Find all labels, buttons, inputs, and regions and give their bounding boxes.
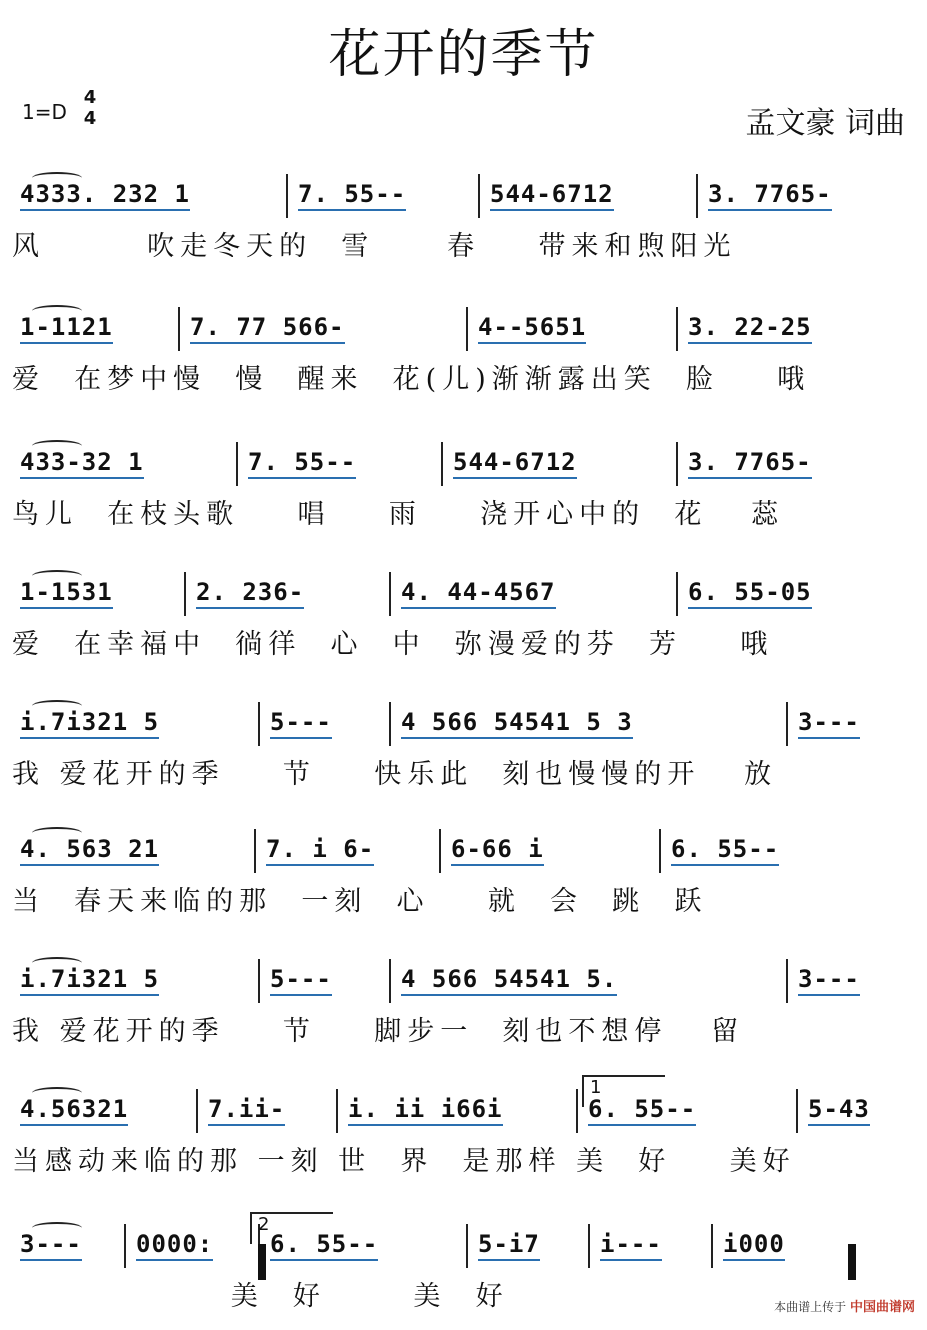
lyrics-line: 爱 在幸福中 徜徉 心 中 弥漫爱的芬 芳 哦 bbox=[12, 629, 774, 660]
meter-top: 4 bbox=[83, 87, 97, 108]
measure-notes: i--- bbox=[600, 1230, 662, 1261]
lyrics-line: 当感动来临的那 一刻 世 界 是那样 美 好 美好 bbox=[12, 1146, 796, 1177]
measure-notes: i. ii i66i bbox=[348, 1095, 503, 1126]
footer-text: 本曲谱上传于 bbox=[774, 1300, 847, 1314]
measure-notes: 4. 563 21 bbox=[20, 835, 159, 866]
slur-mark bbox=[32, 1222, 82, 1234]
measure bbox=[200, 1095, 340, 1129]
bar-line bbox=[786, 702, 788, 746]
slur-mark bbox=[32, 440, 82, 452]
measure bbox=[680, 313, 915, 347]
lyrics-line: 爱 在梦中慢 慢 醒来 花(儿)渐渐露出笑 脸 哦 bbox=[12, 364, 811, 395]
measure-notes: 4.56321 bbox=[20, 1095, 128, 1126]
measure bbox=[262, 708, 393, 742]
measure-notes: 6-66 i bbox=[451, 835, 544, 866]
measure-notes: 1-1121 bbox=[20, 313, 113, 344]
measure-notes: 5-43 bbox=[808, 1095, 870, 1126]
measure-notes: 4 566 54541 5 3 bbox=[401, 708, 633, 739]
score-row bbox=[0, 955, 927, 1065]
bar-line bbox=[336, 1089, 338, 1133]
measure-notes: 7. i 6- bbox=[266, 835, 374, 866]
measure bbox=[680, 578, 915, 612]
measure bbox=[12, 448, 240, 482]
measure bbox=[128, 1230, 262, 1264]
measure-notes: 1-1531 bbox=[20, 578, 113, 609]
notes-line bbox=[0, 1085, 927, 1131]
slur-mark bbox=[32, 827, 82, 839]
measure bbox=[800, 1095, 915, 1129]
measure-notes: 5-i7 bbox=[478, 1230, 540, 1261]
measure bbox=[790, 965, 915, 999]
measure bbox=[12, 1095, 200, 1129]
volta-1: 1 bbox=[582, 1075, 665, 1107]
measure bbox=[12, 578, 188, 612]
bar-line bbox=[466, 1224, 468, 1268]
measure bbox=[700, 180, 915, 214]
measure-notes: 7. 55-- bbox=[248, 448, 356, 479]
score-row bbox=[0, 825, 927, 935]
measure-notes: 7. 55-- bbox=[298, 180, 406, 211]
measure bbox=[182, 313, 470, 347]
measure-notes: 6. 55-- bbox=[671, 835, 779, 866]
bar-line bbox=[286, 174, 288, 218]
measure-notes: 4333. 232 1 bbox=[20, 180, 190, 211]
measure-notes: 4 566 54541 5. bbox=[401, 965, 617, 996]
notes-line bbox=[0, 438, 927, 484]
measure-notes: 3. 22-25 bbox=[688, 313, 812, 344]
notes-line bbox=[0, 955, 927, 1001]
bar-line bbox=[588, 1224, 590, 1268]
measure-notes: 2. 236- bbox=[196, 578, 304, 609]
bar-line bbox=[786, 959, 788, 1003]
measure bbox=[393, 578, 680, 612]
bar-line bbox=[576, 1089, 578, 1133]
lyrics-line: 当 春天来临的那 一刻 心 就 会 跳 跃 bbox=[12, 886, 708, 917]
slur-mark bbox=[32, 957, 82, 969]
measure bbox=[12, 1230, 128, 1264]
bar-line bbox=[466, 307, 468, 351]
author-credit: 孟文豪 词曲 bbox=[745, 106, 905, 141]
bar-line bbox=[178, 307, 180, 351]
bar-line bbox=[676, 442, 678, 486]
bar-line bbox=[478, 174, 480, 218]
key-signature: 1=D bbox=[22, 100, 67, 124]
notes-line bbox=[0, 303, 927, 349]
measure-notes: i.7i321 5 bbox=[20, 965, 159, 996]
measure-notes: 0000: bbox=[136, 1230, 213, 1261]
bar-line bbox=[676, 307, 678, 351]
measure-notes: 544-6712 bbox=[453, 448, 577, 479]
measure-notes: 4. 44-4567 bbox=[401, 578, 556, 609]
measure-notes: 7. 77 566- bbox=[190, 313, 345, 344]
measure bbox=[663, 835, 915, 869]
measure bbox=[12, 965, 262, 999]
bar-line bbox=[196, 1089, 198, 1133]
measure bbox=[790, 708, 915, 742]
measure-notes: i.7i321 5 bbox=[20, 708, 159, 739]
measure-notes: 544-6712 bbox=[490, 180, 614, 211]
measure-notes: 3. 7765- bbox=[708, 180, 832, 211]
measure bbox=[258, 835, 443, 869]
lyrics-line: 风 吹走冬天的 雪 春 带来和煦阳光 bbox=[12, 231, 737, 262]
measure bbox=[470, 313, 680, 347]
measure-notes: 6. 55-05 bbox=[688, 578, 812, 609]
notes-line bbox=[0, 698, 927, 744]
measure-notes: 5--- bbox=[270, 708, 332, 739]
time-signature bbox=[80, 88, 100, 129]
bar-line bbox=[389, 959, 391, 1003]
measure bbox=[12, 180, 290, 214]
lyrics-line: 我 爱花开的季 节 脚步一 刻也不想停 留 bbox=[12, 1016, 745, 1047]
measure bbox=[680, 448, 915, 482]
measure bbox=[340, 1095, 580, 1129]
bar-line bbox=[439, 829, 441, 873]
bar-line bbox=[659, 829, 661, 873]
lyrics-line: 我 爱花开的季 节 快乐此 刻也慢慢的开 放 bbox=[12, 759, 778, 790]
slur-mark bbox=[32, 700, 82, 712]
measure bbox=[715, 1230, 850, 1264]
bar-line bbox=[236, 442, 238, 486]
score-row bbox=[0, 1085, 927, 1195]
notes-line bbox=[0, 170, 927, 216]
song-title: 花开的季节 bbox=[328, 25, 599, 85]
slur-mark bbox=[32, 172, 82, 184]
bar-line bbox=[676, 572, 678, 616]
lyrics-line: 美 好 美 好 bbox=[12, 1281, 509, 1312]
upload-credit bbox=[774, 1296, 915, 1315]
score-row bbox=[0, 170, 927, 280]
measure-notes: 3--- bbox=[20, 1230, 82, 1261]
measure bbox=[12, 313, 182, 347]
meter-bottom: 4 bbox=[83, 108, 97, 129]
measure bbox=[393, 965, 790, 999]
slur-mark bbox=[32, 1087, 82, 1099]
measure bbox=[12, 835, 258, 869]
score-row bbox=[0, 568, 927, 678]
notes-line bbox=[0, 568, 927, 614]
measure bbox=[12, 708, 262, 742]
measure-notes: 7.ii- bbox=[208, 1095, 285, 1126]
bar-line bbox=[796, 1089, 798, 1133]
measure bbox=[445, 448, 680, 482]
bar-line bbox=[258, 702, 260, 746]
measure bbox=[443, 835, 663, 869]
measure bbox=[482, 180, 700, 214]
measure bbox=[290, 180, 482, 214]
measure bbox=[592, 1230, 715, 1264]
measure-notes: 4--5651 bbox=[478, 313, 586, 344]
bar-line bbox=[184, 572, 186, 616]
measure-notes: i000 bbox=[723, 1230, 785, 1261]
measure bbox=[393, 708, 790, 742]
slur-mark bbox=[32, 570, 82, 582]
measure-notes: 6. 55-- bbox=[588, 1095, 696, 1126]
measure-notes: 5--- bbox=[270, 965, 332, 996]
measure-notes: 3. 7765- bbox=[688, 448, 812, 479]
notes-line bbox=[0, 825, 927, 871]
bar-line bbox=[696, 174, 698, 218]
slur-mark bbox=[32, 305, 82, 317]
bar-line bbox=[441, 442, 443, 486]
volta-2: 2 bbox=[250, 1212, 333, 1244]
bar-line bbox=[124, 1224, 126, 1268]
measure-notes: 3--- bbox=[798, 708, 860, 739]
lyrics-line: 鸟儿 在枝头歌 唱 雨 浇开心中的 花 蕊 bbox=[12, 499, 785, 530]
score-row bbox=[0, 438, 927, 548]
measure bbox=[188, 578, 393, 612]
score-row bbox=[0, 303, 927, 413]
bar-line bbox=[254, 829, 256, 873]
measure bbox=[262, 965, 393, 999]
bar-line bbox=[711, 1224, 713, 1268]
measure bbox=[470, 1230, 592, 1264]
measure-notes: 3--- bbox=[798, 965, 860, 996]
measure-notes: 433-32 1 bbox=[20, 448, 144, 479]
final-bar bbox=[848, 1244, 856, 1280]
bar-line bbox=[389, 702, 391, 746]
site-name: 中国曲谱网 bbox=[849, 1300, 915, 1315]
final-bar bbox=[258, 1244, 266, 1280]
bar-line bbox=[258, 959, 260, 1003]
measure bbox=[240, 448, 445, 482]
bar-line bbox=[389, 572, 391, 616]
notes-line bbox=[0, 1220, 927, 1266]
measure-notes: 6. 55-- bbox=[270, 1230, 378, 1261]
score-row bbox=[0, 698, 927, 808]
